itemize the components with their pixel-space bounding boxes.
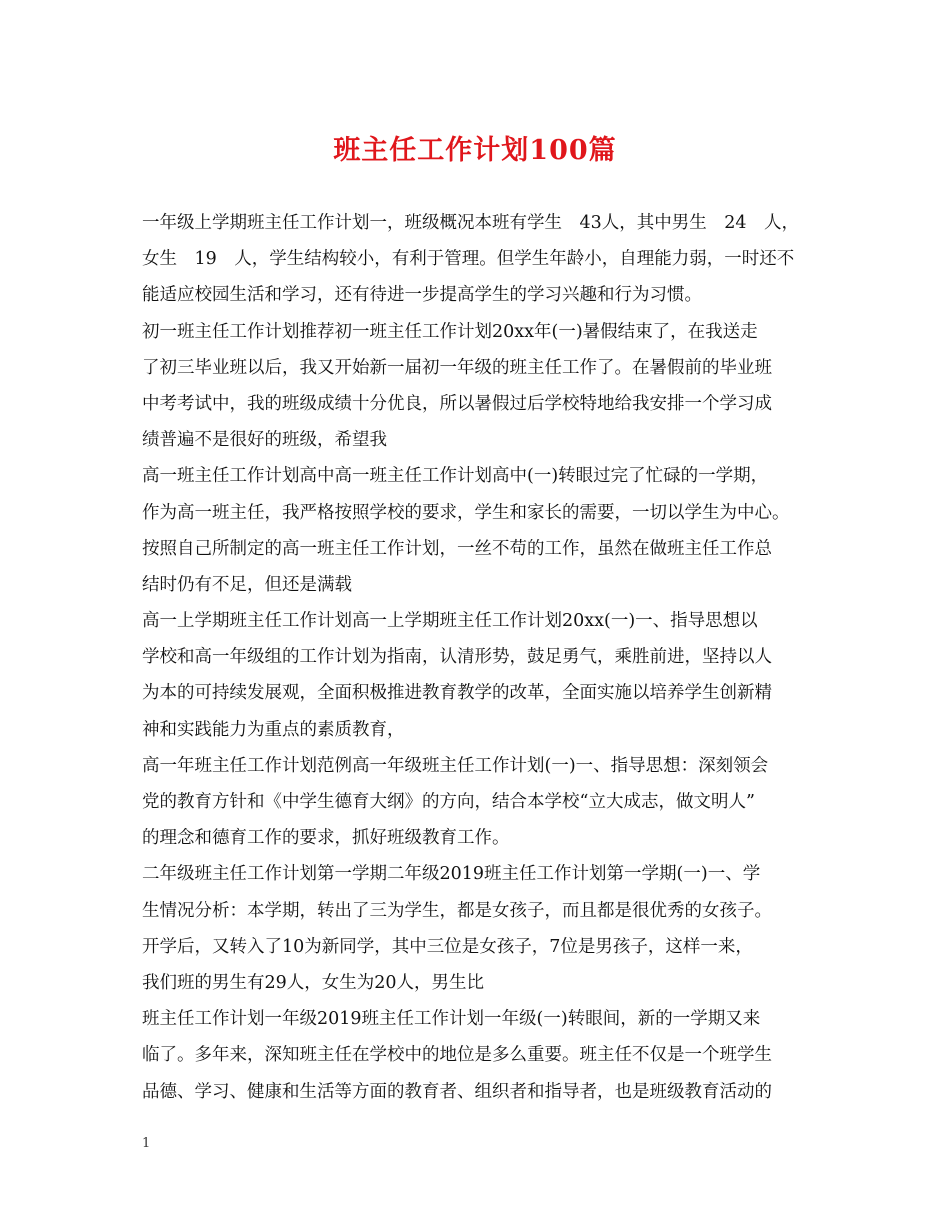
body-line: 初一班主任工作计划推荐初一班主任工作计划20xx年(一)暑假结束了，在我送走 bbox=[142, 321, 758, 342]
document-title: 班主任工作计划100篇 bbox=[333, 135, 617, 166]
body-line: 按照自己所制定的高一班主任工作计划，一丝不苟的工作，虽然在做班主任工作总 bbox=[142, 538, 772, 559]
body-line: 作为高一班主任，我严格按照学校的要求，学生和家长的需要，一切以学生为中心。 bbox=[142, 502, 790, 523]
body-line: 的理念和德育工作的要求，抓好班级教育工作。 bbox=[142, 828, 510, 849]
body-line: 学校和高一年级组的工作计划为指南，认清形势，鼓足勇气，乘胜前进，坚持以人 bbox=[142, 647, 772, 668]
body-line: 临了。多年来，深知班主任在学校中的地位是多么重要。班主任不仅是一个班学生 bbox=[142, 1045, 772, 1066]
body-line: 了初三毕业班以后，我又开始新一届初一年级的班主任工作了。在暑假前的毕业班 bbox=[142, 357, 772, 378]
body-line: 生情况分析：本学期，转出了三为学生，都是女孩子，而且都是很优秀的女孩子。 bbox=[142, 900, 772, 921]
body-line: 班主任工作计划一年级2019班主任工作计划一年级(一)转眼间，新的一学期又来 bbox=[142, 1009, 761, 1030]
body-line: 开学后，又转入了10为新同学，其中三位是女孩子，7位是男孩子，这样一来， bbox=[142, 936, 753, 957]
body-line: 高一上学期班主任工作计划高一上学期班主任工作计划20xx(一)一、指导思想以 bbox=[142, 611, 758, 632]
body-line: 我们班的男生有29人，女生为20人，男生比 bbox=[142, 972, 485, 993]
body-line: 党的教育方针和《中学生德育大纲》的方向，结合本学校“立大成志，做文明人” bbox=[142, 792, 755, 812]
page-number: 1 bbox=[142, 1136, 151, 1151]
document-body bbox=[142, 205, 814, 1110]
body-line: 女生 19 人，学生结构较小，有利于管理。但学生年龄小，自理能力弱，一时还不 bbox=[142, 249, 795, 270]
body-line: 结时仍有不足，但还是满载 bbox=[142, 574, 352, 595]
body-line: 品德、学习、健康和生活等方面的教育者、组织者和指导者，也是班级教育活动的 bbox=[142, 1081, 772, 1102]
body-line: 能适应校园生活和学习，还有待进一步提高学生的学习兴趣和行为习惯。 bbox=[142, 285, 702, 306]
body-line: 高一班主任工作计划高中高一班主任工作计划高中(一)转眼过完了忙碌的一学期， bbox=[142, 466, 769, 487]
body-line: 二年级班主任工作计划第一学期二年级2019班主任工作计划第一学期(一)一、学 bbox=[142, 864, 761, 885]
body-line: 一年级上学期班主任工作计划一，班级概况本班有学生 43人，其中男生 24 人， bbox=[142, 213, 800, 233]
body-line: 为本的可持续发展观，全面积极推进教育教学的改革，全面实施以培养学生创新精 bbox=[142, 683, 772, 704]
body-line: 高一年班主任工作计划范例高一年级班主任工作计划(一)一、指导思想：深刻领会 bbox=[142, 755, 769, 776]
body-line: 神和实践能力为重点的素质教育， bbox=[142, 719, 405, 740]
body-line: 中考考试中，我的班级成绩十分优良，所以暑假过后学校特地给我安排一个学习成 bbox=[142, 393, 772, 414]
body-line: 绩普遍不是很好的班级，希望我 bbox=[142, 430, 387, 451]
